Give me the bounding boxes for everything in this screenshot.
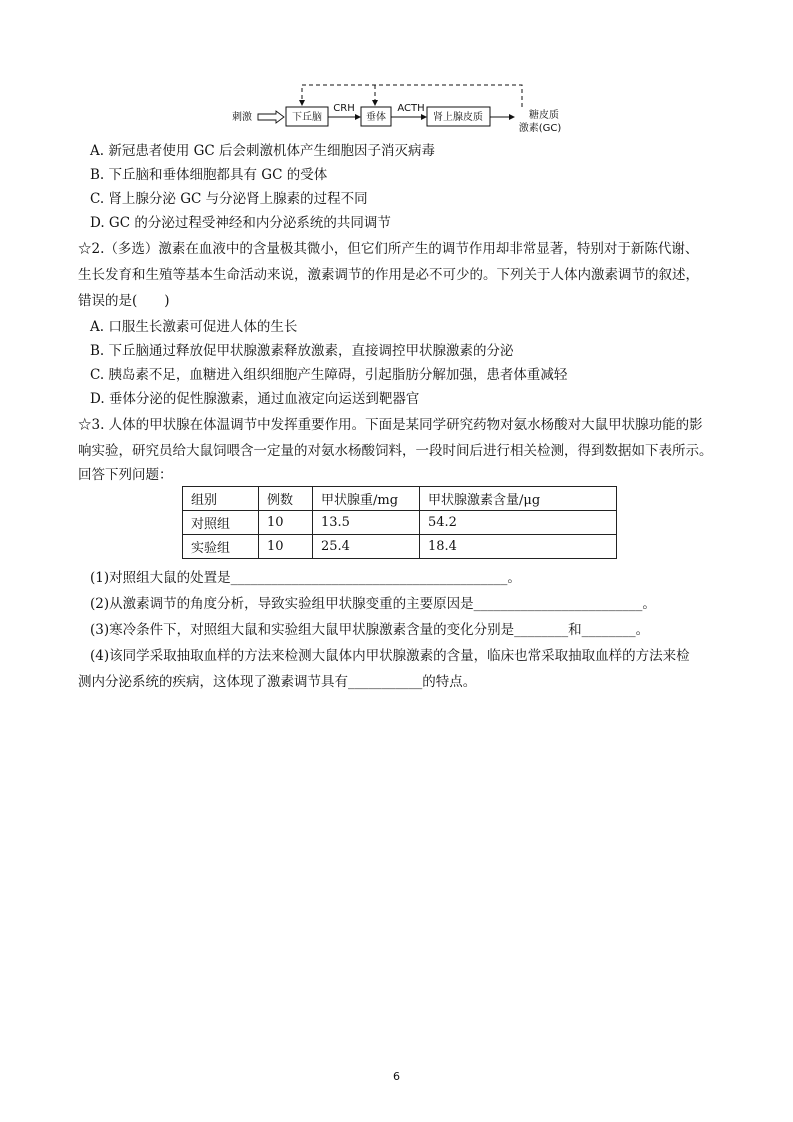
acth-label: ACTH bbox=[397, 103, 425, 114]
q2-option-b: B. 下丘脑通过释放促甲状腺激素释放激素，直接调控甲状腺激素的分泌 bbox=[90, 343, 514, 359]
q2-stem-line: 错误的是( ) bbox=[78, 293, 170, 309]
table-cell: 对照组 bbox=[183, 511, 259, 535]
q2-option-a: A. 口服生长激素可促进人体的生长 bbox=[90, 319, 298, 335]
table-header-cell: 例数 bbox=[259, 487, 313, 511]
q1-option-c: C. 肾上腺分泌 GC 与分泌肾上腺素的过程不同 bbox=[90, 191, 368, 207]
hollow-arrow-icon bbox=[258, 111, 284, 123]
q3-stem-line: ☆3. 人体的甲状腺在体温调节中发挥重要作用。下面是某同学研究药物对氨水杨酸对大鼠甲状腺功能的影 bbox=[78, 417, 703, 433]
arrowhead bbox=[509, 114, 515, 120]
q1-option-b: B. 下丘脑和垂体细胞都具有 GC 的受体 bbox=[90, 167, 328, 183]
q3-stem-line: 响实验，研究员给大鼠饲喂含一定量的对氨水杨酸饲料，一段时间后进行相关检测，得到数据如下表所示。 bbox=[78, 443, 713, 459]
table-cell: 实验组 bbox=[183, 535, 259, 559]
table-cell: 10 bbox=[259, 535, 313, 559]
table-cell: 10 bbox=[259, 511, 313, 535]
thyroid-data-table bbox=[182, 486, 617, 559]
q3-stem-line: 回答下列问题： bbox=[78, 467, 173, 483]
table-row bbox=[183, 535, 617, 559]
hormone-regulation-diagram bbox=[230, 80, 570, 138]
q2-stem-line: 生长发育和生殖等基本生命活动来说，激素调节的作用是必不可少的。下列关于人体内激素调节的叙述， bbox=[78, 267, 699, 283]
feedback-arrowhead bbox=[299, 100, 305, 106]
q3-sub-question-4-cont: 测内分泌系统的疾病，这体现了激素调节具有___________的特点。 bbox=[78, 674, 477, 690]
q3-sub-question-2: (2)从激素调节的角度分析，导致实验组甲状腺变重的主要原因是_________________________。 bbox=[90, 596, 656, 612]
gc-label-line2: 激素(GC) bbox=[518, 123, 562, 134]
table-header-cell: 甲状腺重/mg bbox=[313, 487, 420, 511]
pituitary-label: 垂体 bbox=[366, 112, 386, 123]
table-cell: 25.4 bbox=[313, 535, 420, 559]
q3-sub-question-3: (3)寒冷条件下，对照组大鼠和实验组大鼠甲状腺激素含量的变化分别是________和________。 bbox=[90, 622, 650, 638]
table-cell: 18.4 bbox=[420, 535, 617, 559]
q2-option-c: C. 胰岛素不足，血糖进入组织细胞产生障碍，引起脂肪分解加强，患者体重减轻 bbox=[90, 367, 568, 383]
stimulus-label: 刺激 bbox=[232, 112, 252, 123]
table-row bbox=[183, 511, 617, 535]
crh-label: CRH bbox=[333, 103, 355, 114]
q3-sub-question-4: (4)该同学采取抽取血样的方法来检测大鼠体内甲状腺激素的含量，临床也常采取抽取血样的方法来检 bbox=[90, 648, 690, 664]
table-header-cell: 组别 bbox=[183, 487, 259, 511]
page-number: 6 bbox=[393, 1070, 400, 1083]
q2-option-d: D. 垂体分泌的促性腺激素，通过血液定向运送到靶器官 bbox=[90, 391, 420, 407]
q1-option-d: D. GC 的分泌过程受神经和内分泌系统的共同调节 bbox=[90, 215, 391, 231]
hypothalamus-label: 下丘脑 bbox=[292, 112, 322, 123]
table-header-row bbox=[183, 487, 617, 511]
gc-label-line1: 糖皮质 bbox=[529, 110, 559, 121]
feedback-arrowhead bbox=[372, 100, 378, 106]
q3-sub-question-1: (1)对照组大鼠的处置是_________________________________________。 bbox=[90, 570, 521, 586]
arrowhead bbox=[355, 114, 361, 120]
table-cell: 13.5 bbox=[313, 511, 420, 535]
table-cell: 54.2 bbox=[420, 511, 617, 535]
q1-option-a: A. 新冠患者使用 GC 后会刺激机体产生细胞因子消灭病毒 bbox=[90, 143, 436, 159]
arrowhead bbox=[421, 114, 427, 120]
q2-stem-line: ☆2.（多选）激素在血液中的含量极其微小，但它们所产生的调节作用却非常显著，特别对于新陈代谢、 bbox=[78, 241, 699, 257]
adrenal-cortex-label: 肾上腺皮质 bbox=[433, 112, 483, 123]
table-header-cell: 甲状腺激素含量/μg bbox=[420, 487, 617, 511]
